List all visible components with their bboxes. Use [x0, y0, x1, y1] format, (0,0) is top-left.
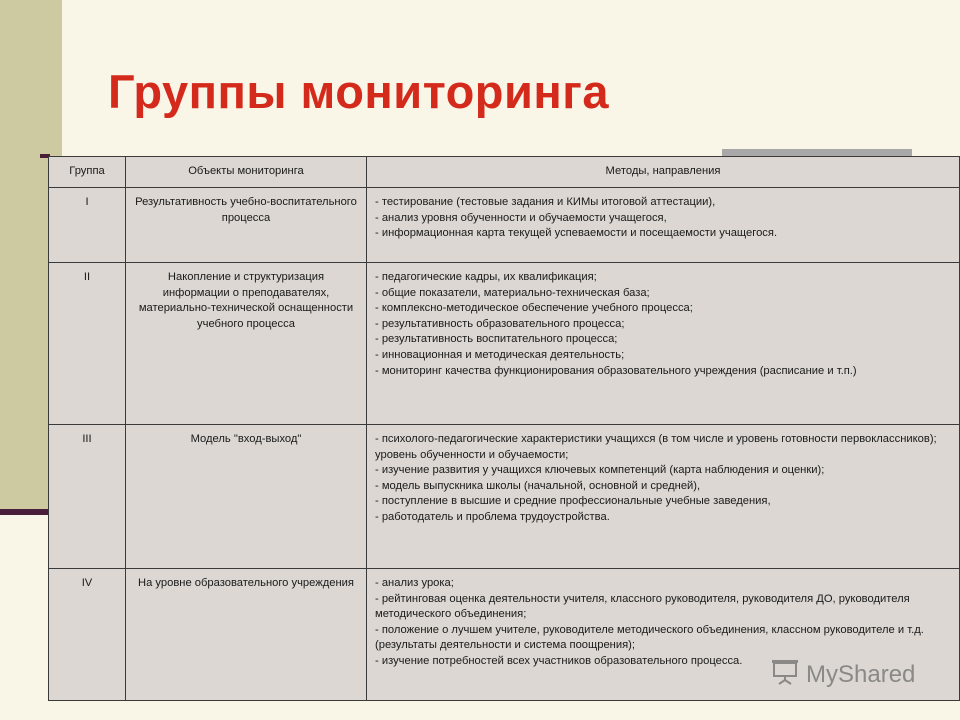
header-methods: Методы, направления [367, 157, 960, 188]
method-item: - рейтинговая оценка деятельности учителя, классного руководителя, руководителя ДО, руководителя методического объединения; [375, 592, 910, 621]
table-row [49, 188, 960, 263]
table-header-row [49, 157, 960, 188]
method-item: - тестирование (тестовые задания и КИМы итоговой аттестации), [375, 196, 716, 208]
row-object: Накопление и структуризация информации о преподавателях, материально-технической оснащенности учебного процесса [126, 263, 367, 425]
projector-screen-icon [770, 659, 800, 692]
row-object: На уровне образовательного учреждения [126, 569, 367, 701]
header-group: Группа [49, 157, 126, 188]
method-item: - поступление в высшие и средние профессиональные учебные заведения, [375, 495, 771, 508]
row-object: Модель "вход-выход" [126, 425, 367, 569]
method-item: - анализ уровня обученности и обучаемости учащегося, [375, 211, 667, 224]
row-methods [367, 263, 960, 425]
method-item: - анализ урока; [375, 577, 454, 589]
watermark-text: MyShared [806, 661, 916, 688]
slide-title: Группы мониторинга [108, 65, 610, 118]
method-item: - модель выпускника школы (начальной, основной и средней), [375, 479, 701, 492]
method-item: - результативность образовательного процесса; [375, 317, 625, 330]
row-group: II [49, 263, 126, 425]
table-row [49, 425, 960, 569]
row-group: IV [49, 569, 126, 701]
left-decor-lower [0, 510, 48, 720]
row-methods [367, 425, 960, 569]
method-item: - мониторинг качества функционирования образовательного учреждения (расписание и т.п.) [375, 364, 857, 377]
row-object: Результативность учебно-воспитательного процесса [126, 188, 367, 263]
method-item: - информационная карта текущей успеваемости и посещаемости учащегося. [375, 227, 778, 240]
method-item: - работодатель и проблема трудоустройства. [375, 510, 610, 523]
header-objects: Объекты мониторинга [126, 157, 367, 188]
method-item: - общие показатели, материально-техническая база; [375, 286, 650, 299]
row-group: III [49, 425, 126, 569]
monitoring-table [48, 156, 960, 701]
table-row [49, 263, 960, 425]
method-item: - комплексно-методическое обеспечение учебного процесса; [375, 302, 693, 315]
method-item: - педагогические кадры, их квалификация; [375, 271, 597, 283]
method-item: - положение о лучшем учителе, руководителе методического объединения, классном руководителе и т.д. (результаты деятельности и система поощрения); [375, 623, 924, 652]
row-group: I [49, 188, 126, 263]
method-item: - изучение развития у учащихся ключевых компетенций (карта наблюдения и оценки); [375, 464, 825, 477]
method-item: - инновационная и методическая деятельность; [375, 348, 625, 361]
method-item: - результативность воспитательного процесса; [375, 333, 618, 346]
myshared-watermark [770, 660, 915, 690]
row-methods [367, 188, 960, 263]
method-item: - психолого-педагогические характеристики учащихся (в том числе и уровень готовности первоклассников); уровень обученности и обучаемости; [375, 433, 937, 461]
method-item: - изучение потребностей всех участников образовательного процесса. [375, 654, 743, 667]
left-accent-line [0, 509, 48, 515]
